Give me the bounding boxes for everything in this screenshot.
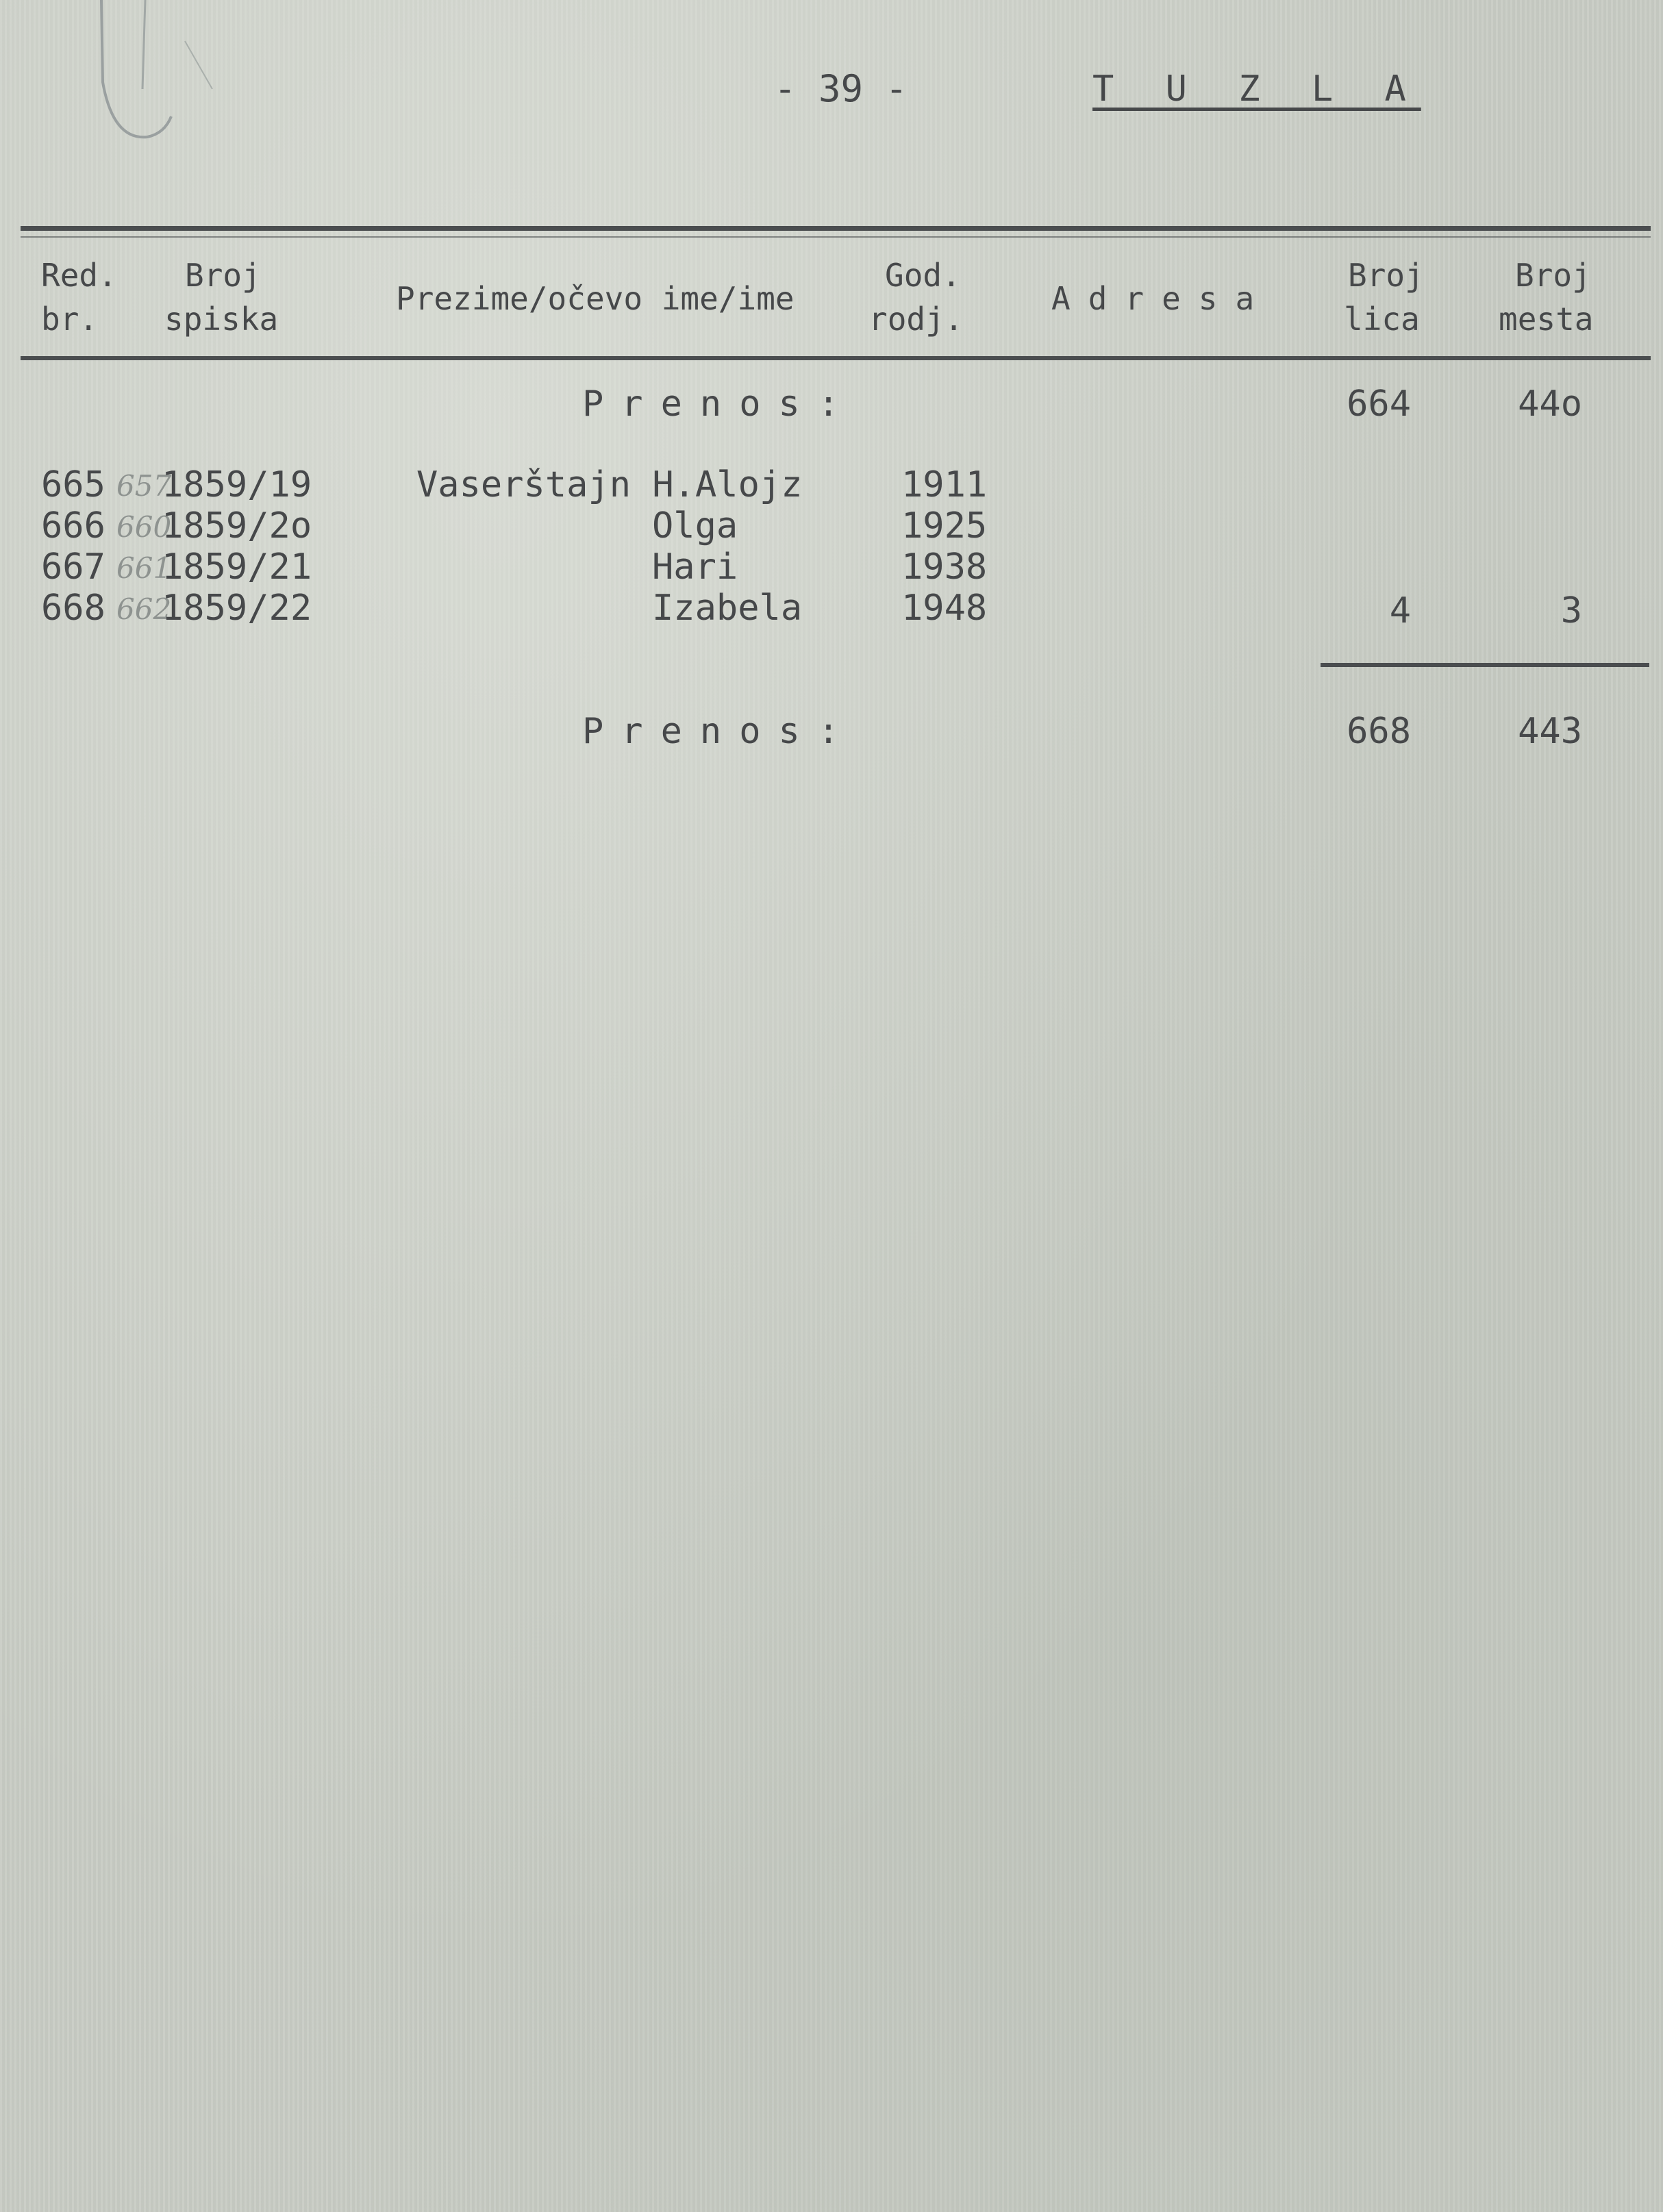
subtotal-lica: 4 bbox=[1389, 590, 1411, 631]
carry-out-mesta: 443 bbox=[1518, 711, 1582, 752]
row-name: Vaserštajn H.Alojz bbox=[416, 464, 803, 505]
row-hand-number: 657 bbox=[116, 469, 172, 503]
col-mesta-line2: mesta bbox=[1499, 301, 1594, 338]
col-year-line1: God. bbox=[885, 257, 961, 294]
row-hand-number: 662 bbox=[116, 592, 172, 626]
carry-out-label: Prenos: bbox=[582, 711, 858, 752]
col-red-line1: Red. bbox=[41, 257, 117, 294]
row-year: 1925 bbox=[901, 505, 988, 546]
row-spisak: 1859/19 bbox=[162, 464, 312, 505]
carry-in-label: Prenos: bbox=[582, 384, 858, 425]
header-top-rule bbox=[21, 226, 1651, 231]
col-mesta-line1: Broj bbox=[1515, 257, 1591, 294]
col-lica-line2: lica bbox=[1344, 301, 1420, 338]
carry-in-lica: 664 bbox=[1347, 384, 1411, 425]
col-spisak-line1: Broj bbox=[185, 257, 261, 294]
subtotal-mesta: 3 bbox=[1560, 590, 1582, 631]
carry-out-lica: 668 bbox=[1347, 711, 1411, 752]
row-red-number: 666 bbox=[41, 505, 105, 546]
row-spisak: 1859/22 bbox=[162, 588, 312, 629]
row-name: Hari bbox=[652, 546, 738, 588]
row-red-number: 667 bbox=[41, 546, 105, 588]
subtotal-rule bbox=[1321, 663, 1649, 667]
col-spisak-line2: spiska bbox=[164, 301, 279, 338]
header-bottom-rule bbox=[21, 356, 1651, 360]
row-spisak: 1859/21 bbox=[162, 546, 312, 588]
page-number: - 39 - bbox=[774, 67, 908, 110]
row-hand-number: 661 bbox=[116, 551, 172, 585]
row-year: 1938 bbox=[901, 546, 988, 588]
row-red-number: 665 bbox=[41, 464, 105, 505]
row-year: 1911 bbox=[901, 464, 988, 505]
row-name: Olga bbox=[652, 505, 738, 546]
row-year: 1948 bbox=[901, 588, 988, 629]
col-name: Prezime/očevo ime/ime bbox=[396, 280, 795, 317]
col-lica-line1: Broj bbox=[1348, 257, 1424, 294]
col-red-line2: br. bbox=[41, 301, 99, 338]
row-spisak: 1859/2o bbox=[162, 505, 312, 546]
row-hand-number: 660 bbox=[116, 510, 172, 544]
col-year-line2: rodj. bbox=[868, 301, 964, 338]
carry-in-mesta: 44o bbox=[1518, 384, 1582, 425]
row-name: Izabela bbox=[652, 588, 803, 629]
city-title: T U Z L A bbox=[1092, 68, 1421, 110]
row-red-number: 668 bbox=[41, 588, 105, 629]
header-top-rule-thin bbox=[21, 236, 1651, 238]
pencil-mark bbox=[82, 0, 233, 158]
col-address: Adresa bbox=[1051, 280, 1273, 317]
